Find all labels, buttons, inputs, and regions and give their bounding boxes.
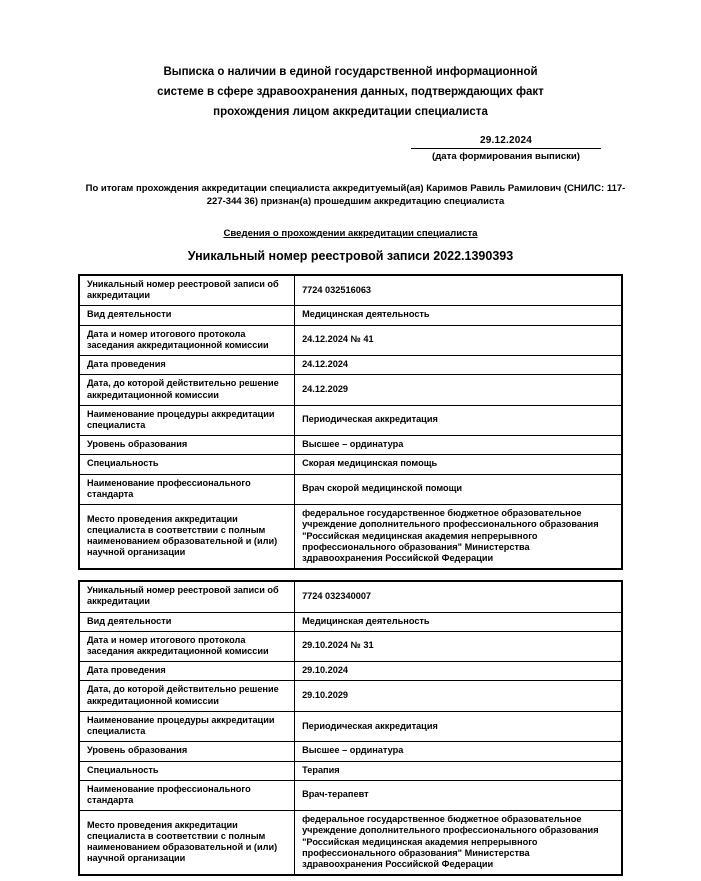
row-label: Вид деятельности bbox=[79, 306, 295, 325]
table-row bbox=[79, 711, 622, 741]
row-value: Медицинская деятельность bbox=[295, 612, 622, 631]
row-value: 29.10.2024 bbox=[295, 662, 622, 681]
row-label: Дата проведения bbox=[79, 356, 295, 375]
row-value: Врач-терапевт bbox=[295, 780, 622, 810]
table-row bbox=[79, 761, 622, 780]
row-label: Специальность bbox=[79, 455, 295, 474]
row-value: Медицинская деятельность bbox=[295, 306, 622, 325]
row-value: 29.10.2024 № 31 bbox=[295, 631, 622, 661]
row-label: Место проведения аккредитации специалиста в соответствии с полным наименованием образовательной и (или) научной организации bbox=[79, 811, 295, 876]
table-row bbox=[79, 405, 622, 435]
row-label: Дата и номер итогового протокола заседания аккредитационной комиссии bbox=[79, 325, 295, 355]
row-value: Врач скорой медицинской помощи bbox=[295, 474, 622, 504]
table-row bbox=[79, 811, 622, 876]
document-title: Выписка о наличии в единой государственной информационной системе в сфере здравоохранения данных, подтверждающих факт прохождения лицом аккредитации специалиста bbox=[157, 66, 544, 119]
accreditation-table-2 bbox=[78, 580, 623, 876]
row-label: Наименование профессионального стандарта bbox=[79, 474, 295, 504]
table-row bbox=[79, 375, 622, 405]
row-value: Высшее – ординатура bbox=[295, 436, 622, 455]
table-row bbox=[79, 436, 622, 455]
row-label: Наименование процедуры аккредитации специалиста bbox=[79, 405, 295, 435]
row-value: Терапия bbox=[295, 761, 622, 780]
table-row bbox=[79, 325, 622, 355]
row-label: Уровень образования bbox=[79, 742, 295, 761]
row-label: Дата, до которой действительно решение аккредитационной комиссии bbox=[79, 681, 295, 711]
row-label: Уникальный номер реестровой записи об аккредитации bbox=[79, 581, 295, 612]
table-row bbox=[79, 455, 622, 474]
row-label: Место проведения аккредитации специалиста в соответствии с полным наименованием образовательной и (или) научной организации bbox=[79, 505, 295, 570]
section-heading: Сведения о прохождении аккредитации специалиста bbox=[223, 228, 478, 239]
row-value: федеральное государственное бюджетное образовательное учреждение дополнительного профессионального образования "Российская медицинская академия непрерывного профессионального образования" Министерства здравоохранения Российской Федерации bbox=[295, 811, 622, 876]
row-value: Периодическая аккредитация bbox=[295, 711, 622, 741]
table-row bbox=[79, 780, 622, 810]
generation-date-block bbox=[411, 135, 601, 162]
row-label: Уровень образования bbox=[79, 436, 295, 455]
table-row bbox=[79, 505, 622, 570]
row-value: Периодическая аккредитация bbox=[295, 405, 622, 435]
row-label: Наименование профессионального стандарта bbox=[79, 780, 295, 810]
row-value: 24.12.2029 bbox=[295, 375, 622, 405]
row-label: Вид деятельности bbox=[79, 612, 295, 631]
intro-paragraph: По итогам прохождения аккредитации специалиста аккредитуемый(ая) Каримов Равиль Рамилович (СНИЛС: 117-227-344 36) признан(а) прошедшим аккредитацию специалиста bbox=[85, 183, 626, 208]
row-value: 29.10.2029 bbox=[295, 681, 622, 711]
registry-number-heading: Уникальный номер реестровой записи 2022.1390393 bbox=[187, 249, 514, 263]
row-label: Уникальный номер реестровой записи об аккредитации bbox=[79, 275, 295, 306]
table-row bbox=[79, 662, 622, 681]
table-row bbox=[79, 275, 622, 306]
table-row bbox=[79, 306, 622, 325]
row-label: Дата, до которой действительно решение аккредитационной комиссии bbox=[79, 375, 295, 405]
row-value: 24.12.2024 bbox=[295, 356, 622, 375]
table-row bbox=[79, 742, 622, 761]
table-row bbox=[79, 474, 622, 504]
row-value: Скорая медицинская помощь bbox=[295, 455, 622, 474]
row-value: федеральное государственное бюджетное образовательное учреждение дополнительного профессионального образования "Российская медицинская академия непрерывного профессионального образования" Министерства здравоохранения Российской Федерации bbox=[295, 505, 622, 570]
row-label: Дата проведения bbox=[79, 662, 295, 681]
row-value: 7724 032340007 bbox=[295, 581, 622, 612]
row-label: Специальность bbox=[79, 761, 295, 780]
row-value: Высшее – ординатура bbox=[295, 742, 622, 761]
table-row bbox=[79, 581, 622, 612]
row-value: 7724 032516063 bbox=[295, 275, 622, 306]
table-row bbox=[79, 356, 622, 375]
generation-date-caption: (дата формирования выписки) bbox=[432, 151, 580, 163]
generation-date: 29.12.2024 bbox=[411, 135, 601, 149]
row-label: Наименование процедуры аккредитации специалиста bbox=[79, 711, 295, 741]
row-value: 24.12.2024 № 41 bbox=[295, 325, 622, 355]
table-row bbox=[79, 681, 622, 711]
table-row bbox=[79, 612, 622, 631]
table-row bbox=[79, 631, 622, 661]
accreditation-table-1 bbox=[78, 274, 623, 570]
row-label: Дата и номер итогового протокола заседания аккредитационной комиссии bbox=[79, 631, 295, 661]
